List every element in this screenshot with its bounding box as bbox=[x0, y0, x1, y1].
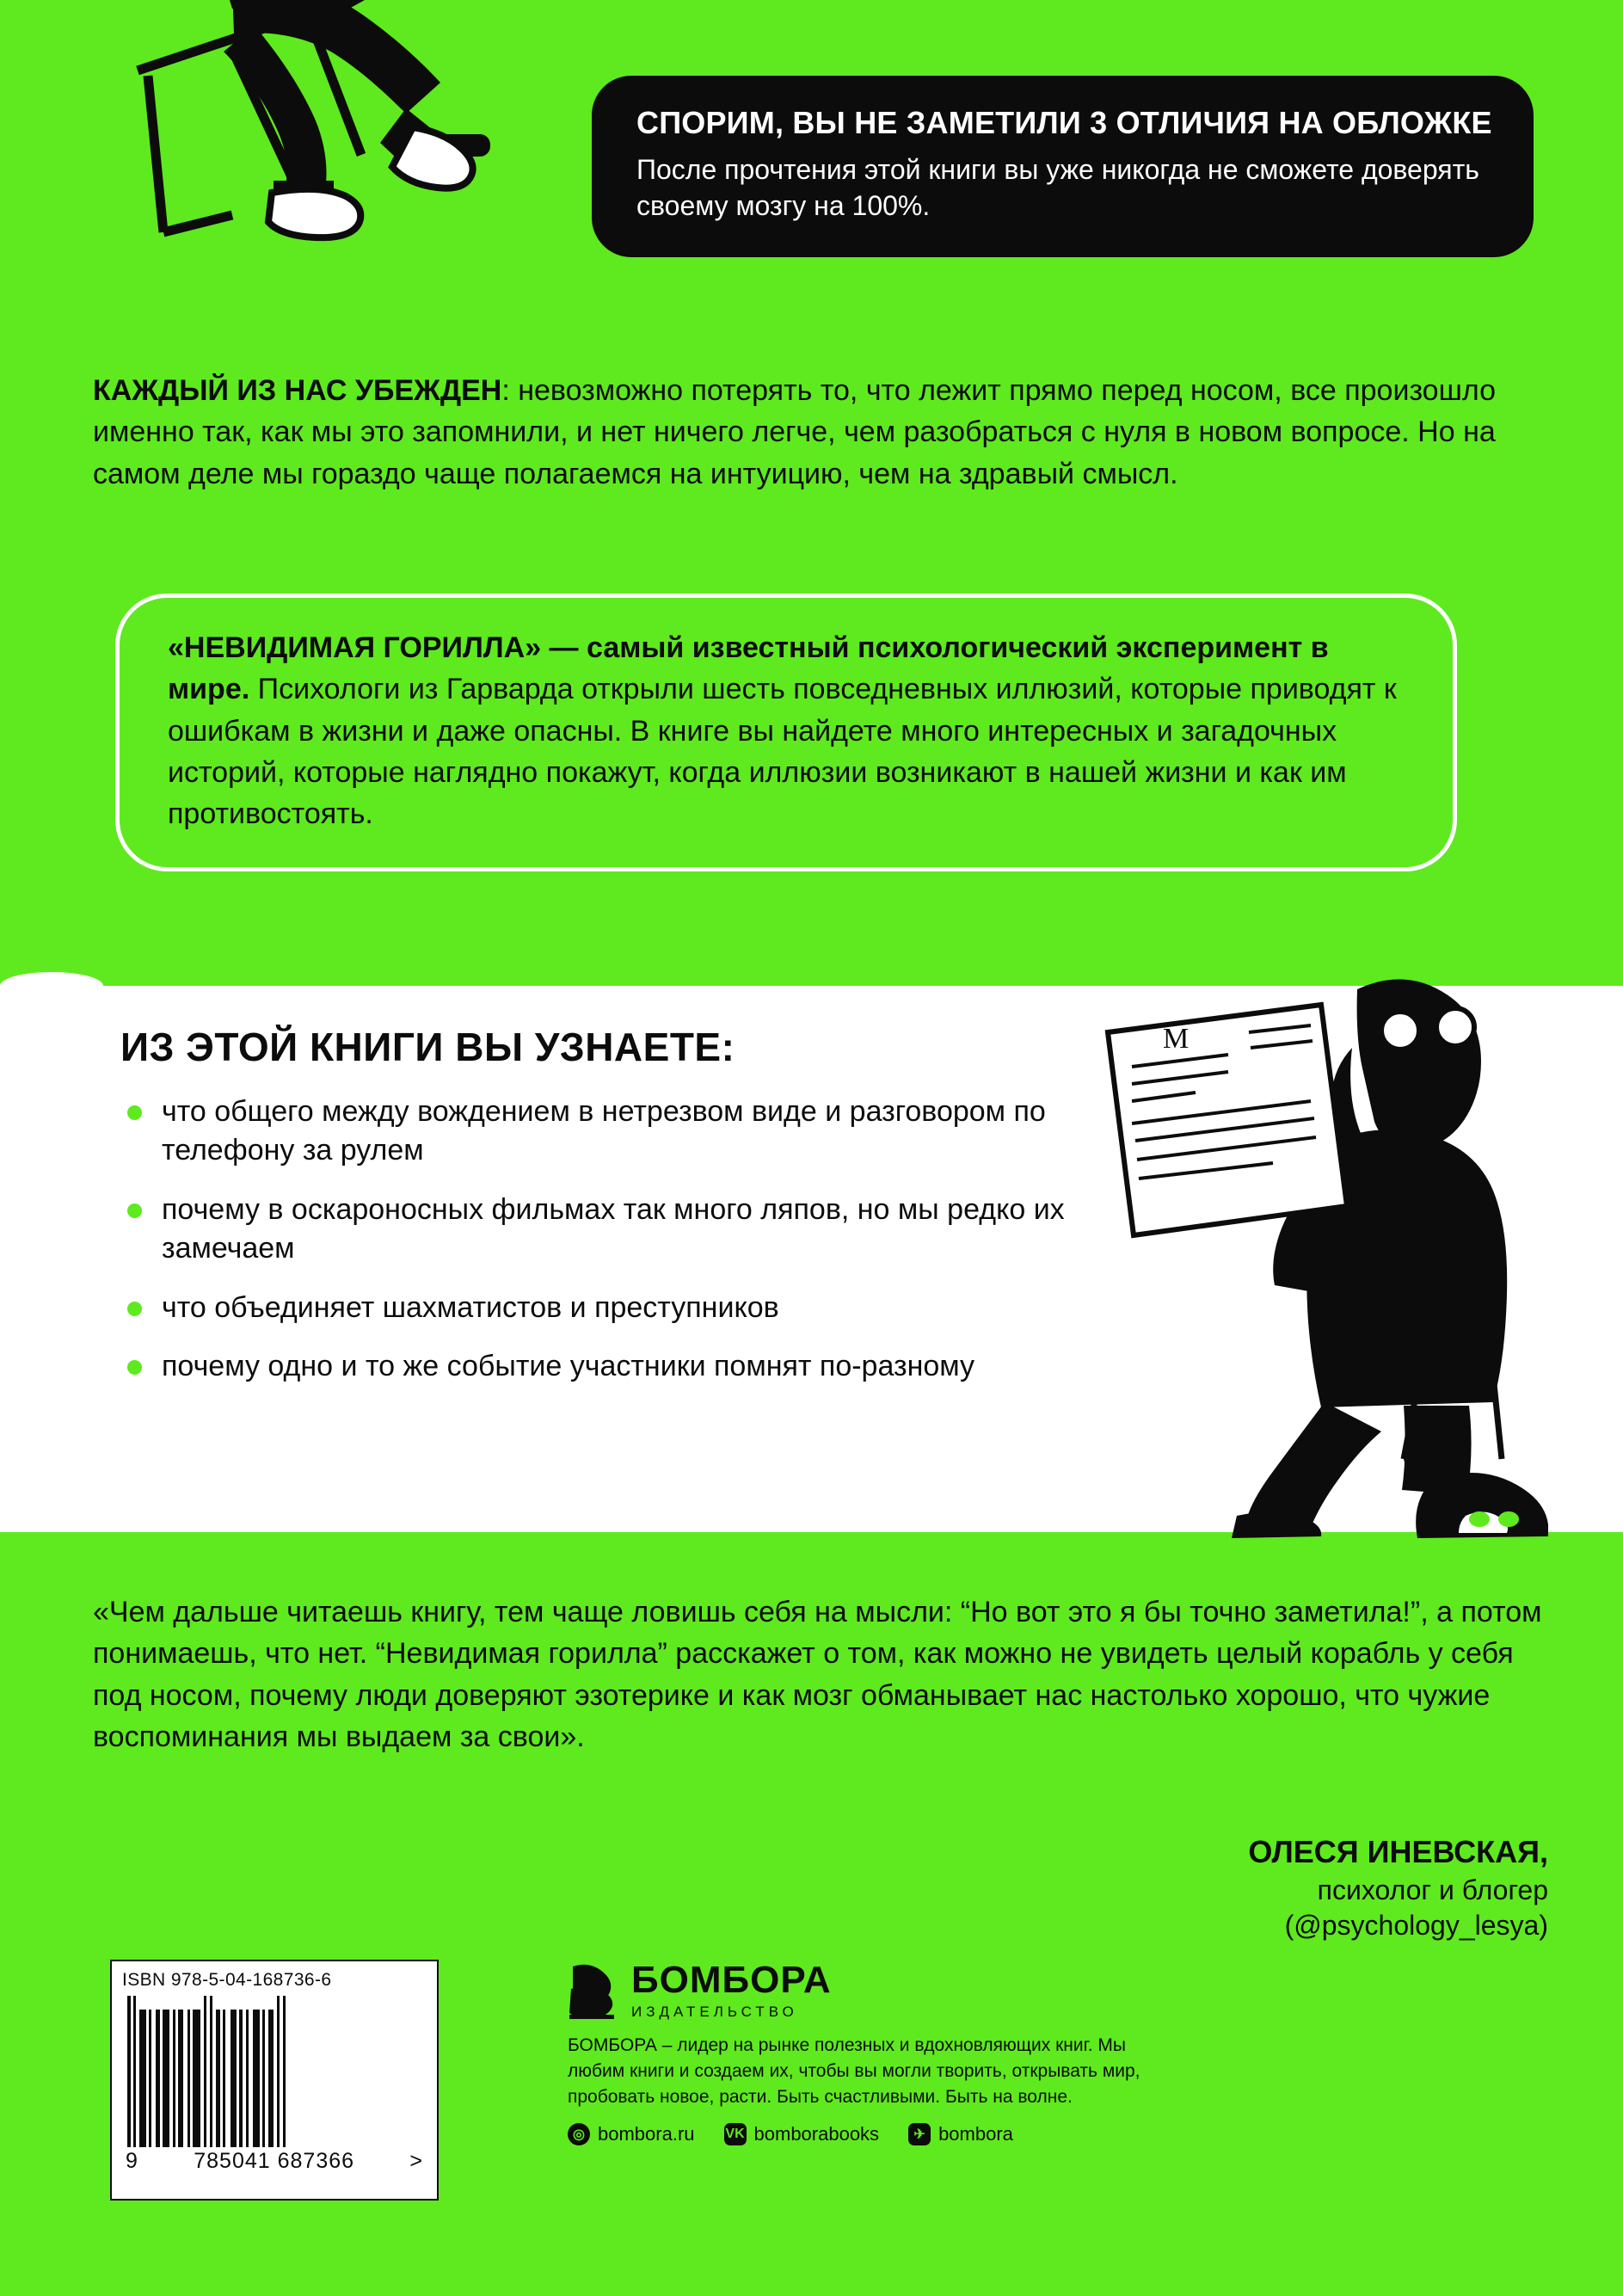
highlight-text: Психологи из Гарварда открыли шесть повседневных иллюзий, которые приводят к ошибкам в жизни и даже опасны. В книге вы найдете много интересных и загадочных историй, которые наглядно покажут, когда иллюзии возникают в нашей жизни и как им противостоять. bbox=[168, 673, 1397, 831]
learn-section-title: ИЗ ЭТОЙ КНИГИ ВЫ УЗНАЕТЕ: bbox=[120, 1025, 735, 1069]
list-item bbox=[120, 1347, 1075, 1386]
review-author-name: ОЛЕСЯ ИНЕВСКАЯ, bbox=[1248, 1834, 1548, 1869]
barcode-digits bbox=[126, 2149, 423, 2174]
review-author-handle: (@psychology_lesya) bbox=[1284, 1910, 1548, 1942]
review-quote: «Чем дальше читаешь книгу, тем чаще ловишь себя на мысли: “Но вот это я бы точно заметила!”, а потом понимаешь, что нет. “Невидимая горилла” расскажет о том, как можно не увидеть целый корабль у себя под носом, почему люди доверяют эзотерике и как мозг обманывает нас настолько хорошо, что чужие воспоминания мы выдаем за свои». bbox=[93, 1596, 1542, 1753]
list-item-label: почему в оскароносных фильмах так много ляпов, но мы редко их замечаем bbox=[162, 1192, 1065, 1265]
publisher-description: БОМБОРА – лидер на рынке полезных и вдохновляющих книг. Мы любим книги и создаем их, чтобы вы могли творить, открывать мир, пробовать новое, расти. Быть счастливыми. Быть на волне. bbox=[568, 2035, 1140, 2107]
list-item bbox=[120, 1093, 1075, 1170]
list-item-label: что объединяет шахматистов и преступников bbox=[162, 1290, 779, 1324]
publisher-subtitle: ИЗДАТЕЛЬСТВО bbox=[631, 2004, 798, 2020]
legs-on-chair-illustration bbox=[103, 0, 550, 335]
social-telegram-label: bombora bbox=[938, 2123, 1013, 2145]
barcode-digit-main: 785041 687366 bbox=[194, 2149, 355, 2173]
intro-text: : невозможно потерять то, что лежит прямо перед носом, все произошло именно так, как мы это запомнили, и нет ничего легче, чем разобраться с нуля в новом вопросе. Но на самом деле мы гораздо чаще полагаемся на интуицию, чем на здравый смысл. bbox=[93, 374, 1496, 490]
publisher-block bbox=[568, 1961, 1428, 2145]
intro-paragraph bbox=[93, 370, 1546, 495]
telegram-icon: ✈ bbox=[908, 2123, 931, 2145]
highlight-lead: «НЕВИДИМАЯ ГОРИЛЛА» — самый известный психологический эксперимент в мире. bbox=[168, 631, 1329, 706]
review-author-role: психолог и блогер bbox=[1317, 1874, 1548, 1905]
learn-bullet-list bbox=[120, 1093, 1075, 1386]
barcode-digit-left: 9 bbox=[126, 2149, 138, 2173]
bombora-logo-icon bbox=[568, 1963, 616, 2020]
social-telegram[interactable] bbox=[908, 2123, 1013, 2145]
review-author bbox=[774, 1832, 1548, 1944]
vk-icon: VK bbox=[724, 2123, 747, 2145]
learn-section bbox=[120, 1024, 1075, 1407]
social-vk[interactable] bbox=[724, 2123, 880, 2145]
list-item bbox=[120, 1289, 1075, 1327]
svg-text:M: M bbox=[1163, 1023, 1190, 1055]
list-item-label: что общего между вождением в нетрезвом виде и разговором по телефону за рулем bbox=[162, 1095, 1046, 1166]
publisher-socials bbox=[568, 2123, 1428, 2145]
bullet-dot-icon bbox=[127, 1203, 142, 1218]
social-instagram[interactable] bbox=[568, 2123, 695, 2145]
barcode-bars bbox=[127, 1996, 421, 2147]
social-instagram-label: bombora.ru bbox=[598, 2123, 695, 2145]
callout-subtitle: После прочтения этой книги вы уже никогда не сможете доверять своему мозгу на 100%. bbox=[636, 154, 1479, 222]
isbn-text: ISBN 978-5-04-168736-6 bbox=[122, 1970, 332, 1990]
publisher-name: БОМБОРА bbox=[631, 1959, 832, 2001]
cover-callout bbox=[592, 76, 1534, 257]
man-reading-newspaper-illustration bbox=[1015, 938, 1548, 1540]
barcode-block bbox=[110, 1960, 439, 2201]
publisher-logo-row bbox=[568, 1961, 1428, 2021]
bullet-dot-icon bbox=[127, 1105, 142, 1120]
bullet-dot-icon bbox=[127, 1302, 142, 1316]
intro-lead: КАЖДЫЙ ИЗ НАС УБЕЖДЕН bbox=[93, 374, 502, 407]
instagram-icon: ◎ bbox=[568, 2123, 590, 2145]
highlight-box bbox=[115, 594, 1457, 871]
bullet-dot-icon bbox=[127, 1360, 142, 1375]
list-item-label: почему одно и то же событие участники помнят по-разному bbox=[162, 1350, 975, 1383]
barcode-digit-right: > bbox=[409, 2149, 423, 2173]
list-item bbox=[120, 1191, 1075, 1268]
social-vk-label: bomborabooks bbox=[753, 2123, 880, 2145]
callout-title: СПОРИМ, ВЫ НЕ ЗАМЕТИЛИ 3 ОТЛИЧИЯ НА ОБЛОЖКЕ bbox=[636, 105, 1492, 140]
